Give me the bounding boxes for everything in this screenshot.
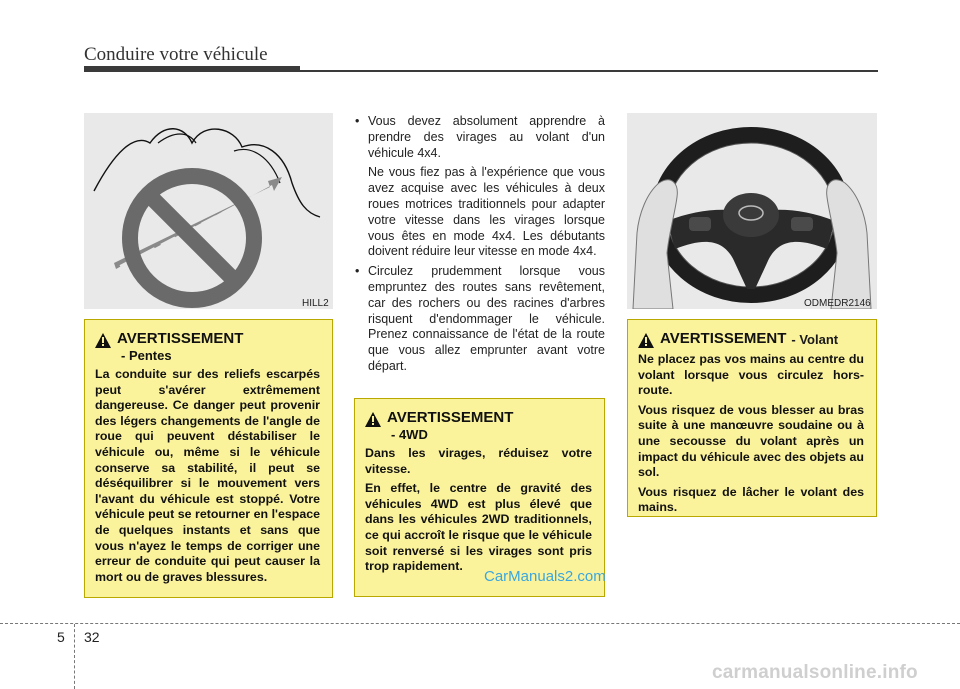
bullet-text-unpaved-roads: Circulez prudemment lorsque vous empruntez des routes sans revêtement, car des rochers ou des racines d'arbres risquent d'endommager le véhicule. Prenez connaissance de l'état de la route que vous allez emprunter avant votre départ. — [368, 264, 605, 373]
page-number: 32 — [84, 629, 100, 645]
steering-wheel-icon — [627, 113, 877, 309]
warning-wheel-header — [638, 330, 864, 348]
chapter-number: 5 — [57, 629, 65, 645]
warning-slopes — [84, 319, 333, 598]
figure-caption-right: ODMEDR2146 — [804, 298, 871, 309]
figure-caption-left: HILL2 — [302, 298, 329, 309]
warning-slopes-title: AVERTISSEMENT — [117, 330, 244, 347]
warning-4wd-subtitle: - 4WD — [391, 427, 428, 442]
warning-slopes-subtitle: - Pentes — [121, 348, 172, 363]
watermark-text: CarManuals2.com — [484, 568, 606, 585]
warning-4wd-text-2: En effet, le centre de gravité des véhicules 4WD est plus élevé que dans les véhicules 2WD traditionnels, ce qui accroît le risque que le véhicule soit renversé si les virages sont pris trop rapidement. — [365, 481, 592, 574]
warning-4wd-title: AVERTISSEMENT — [387, 409, 514, 426]
warning-triangle-icon — [95, 333, 111, 348]
page-header-title: Conduire votre véhicule — [84, 44, 268, 65]
paragraph-4x4-experience: Ne vous fiez pas à l'expérience que vous avez acquise avec les véhicules à deux roues motrices traditionnels pour adapter votre vitesse dans les virages lorsque vous êtes en mode 4x4. Les débutants doivent réduire leur vitesse en mode 4x4. — [368, 165, 605, 259]
warning-slopes-text: La conduite sur des reliefs escarpés peut s'avérer extrêmement dangereuse. Ce danger peut provenir des légers changements de l'angle de roue qui peuvent déstabiliser le véhicule ou, même si le véhicule conserve sa stabilité, il peut se déséquilibrer si le mouvement vers l'avant du véhicule est stoppé. Votre véhicule peut se retourner en l'espace de quelques instants et sans que vous n'ayez le temps de corriger une erreur de conduite qui peut causer la mort ou de graves blessures. — [95, 367, 320, 584]
warning-wheel-subtitle: - Volant — [791, 332, 839, 347]
footer-dashed-rule — [0, 623, 960, 624]
warning-slopes-header — [95, 330, 320, 348]
warning-wheel-text-1: Ne placez pas vos mains au centre du volant lorsque vous circulez hors-route. — [638, 352, 864, 398]
header-rule-thin — [300, 70, 878, 72]
bullet-icon: • — [355, 114, 360, 128]
footer-site-mark: carmanualsonline.info — [712, 662, 918, 683]
bullet-icon: • — [355, 264, 360, 279]
hill-illustration — [84, 113, 333, 309]
bullet-text-4x4-cornering: Vous devez absolument apprendre à prendre des virages au volant d'un véhicule 4x4. — [368, 114, 605, 160]
warning-wheel-text-3: Vous risquez de lâcher le volant des mains. — [638, 484, 864, 515]
warning-steering-wheel — [627, 319, 877, 517]
bullet-item-unpaved-roads — [353, 264, 605, 375]
footer-dashed-divider — [74, 624, 75, 689]
warning-wheel-text-2: Vous risquez de vous blesser au bras suite à une manœuvre soudaine ou à une secousse du volant après un impact du véhicule avec des objets au sol. — [638, 402, 864, 480]
warning-triangle-icon — [365, 412, 381, 427]
warning-4wd-header — [365, 409, 592, 427]
warning-4wd-text-1: Dans les virages, réduisez votre vitesse. — [365, 446, 592, 476]
hill-prohibition-icon — [84, 113, 333, 309]
steering-wheel-illustration — [627, 113, 877, 309]
middle-column-text — [353, 114, 605, 375]
warning-wheel-title: AVERTISSEMENT — [660, 330, 787, 347]
header-rule-thick — [84, 66, 300, 72]
warning-triangle-icon — [638, 333, 654, 348]
bullet-item-4x4-cornering — [353, 114, 605, 161]
